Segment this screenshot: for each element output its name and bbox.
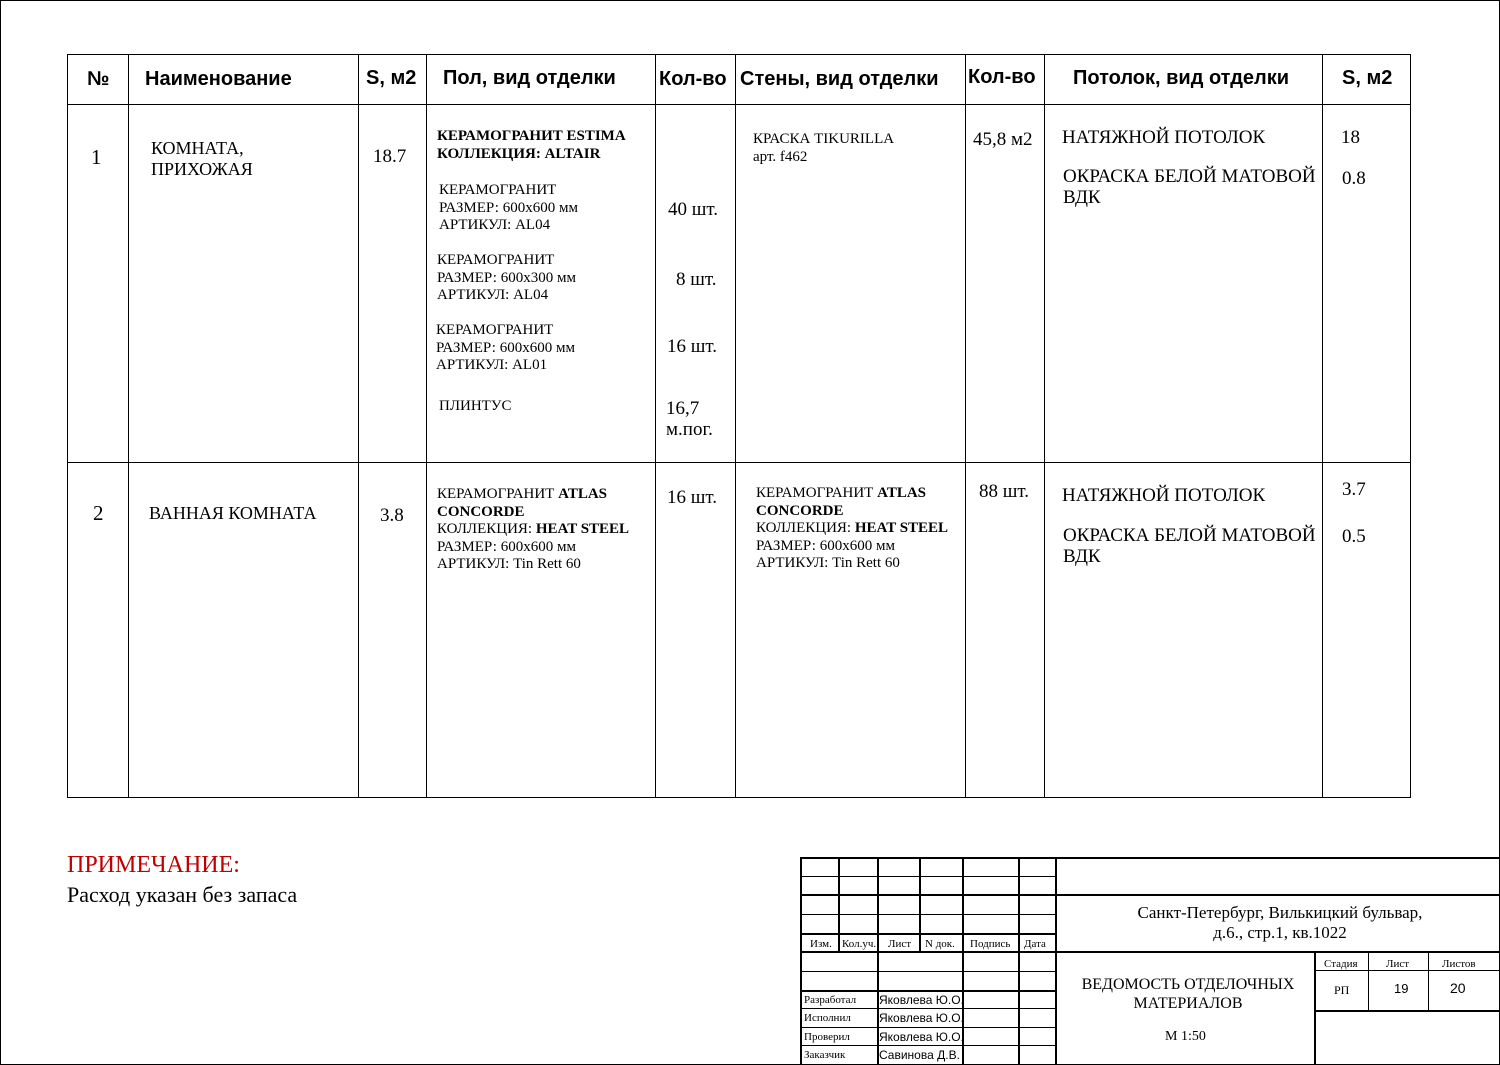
header-floor-qty: Кол-во (659, 68, 727, 90)
floor-qty: 16 шт. (667, 487, 718, 508)
plinth-qty: 16,7 м.пог. (666, 398, 713, 440)
ceiling-area: 0.8 (1342, 168, 1366, 189)
stamp-role: Исполнил (804, 1012, 851, 1024)
plinth-label: ПЛИНТУС (439, 398, 512, 414)
ceiling-finish: ОКРАСКА БЕЛОЙ МАТОВОЙ ВДК (1063, 166, 1316, 208)
ceiling-finish: НАТЯЖНОЙ ПОТОЛОК (1062, 127, 1266, 148)
header-area: S, м2 (366, 67, 417, 89)
stamp-col-label: N док. (925, 938, 955, 950)
floor-qty: 16 шт. (667, 336, 718, 357)
floor-item: КЕРАМОГРАНИТ РАЗМЕР: 600x600 мм АРТИКУЛ: AL01 (436, 322, 575, 373)
header-name: Наименование (145, 68, 292, 90)
stamp-col-label: Подпись (970, 938, 1011, 950)
walls-qty: 88 шт. (979, 481, 1030, 502)
stamp-col-label: Лист (888, 938, 912, 950)
stamp-role: Разработал (804, 994, 857, 1006)
ceiling-finish: НАТЯЖНОЙ ПОТОЛОК (1062, 485, 1266, 506)
row-number: 1 (91, 145, 102, 169)
ceiling-finish: ОКРАСКА БЕЛОЙ МАТОВОЙ ВДК (1063, 525, 1316, 567)
note-title: ПРИМЕЧАНИЕ: (67, 852, 240, 878)
walls-finish: КЕРАМОГРАНИТ ATLAS CONCORDE КОЛЛЕКЦИЯ: HEAT STEEL РАЗМЕР: 600x600 мм АРТИКУЛ: Tin Rett 60 (756, 485, 949, 571)
walls-qty: 45,8 м2 (973, 129, 1033, 150)
note-text: Расход указан без запаса (67, 882, 298, 907)
floor-item: КЕРАМОГРАНИТ РАЗМЕР: 600x600 мм АРТИКУЛ: AL04 (439, 182, 578, 233)
row-number: 2 (93, 501, 104, 525)
drawing-scale: М 1:50 (1165, 1029, 1206, 1044)
header-ceiling: Потолок, вид отделки (1073, 67, 1290, 89)
header-num: № (87, 68, 110, 90)
ceiling-area: 18 (1341, 127, 1360, 148)
document-title: ВЕДОМОСТЬ ОТДЕЛОЧНЫХ МАТЕРИАЛОВ (1081, 976, 1295, 1012)
stage-label: Стадия (1324, 958, 1358, 970)
stamp-col-label: Кол.уч. (842, 938, 877, 950)
stamp-person: Яковлева Ю.О. (879, 1011, 964, 1025)
header-walls-qty: Кол-во (968, 66, 1036, 88)
sheet-label: Лист (1386, 958, 1410, 970)
stage-value: РП (1334, 983, 1350, 997)
room-area: 18.7 (373, 146, 407, 167)
stamp-person: Яковлева Ю.О. (879, 993, 964, 1007)
walls-finish: КРАСКА TIKURILLA арт. f462 (753, 131, 895, 165)
floor-qty: 40 шт. (668, 199, 719, 220)
stamp-col-label: Дата (1024, 938, 1046, 950)
room-area: 3.8 (380, 505, 404, 526)
stamp-person: Савинова Д.В. (879, 1048, 960, 1062)
room-name: ВАННАЯ КОМНАТА (149, 503, 317, 523)
sheet-number: 19 (1394, 981, 1409, 996)
stamp-col-label: Изм. (810, 938, 832, 950)
ceiling-area: 0.5 (1342, 526, 1366, 547)
room-name: КОМНАТА, ПРИХОЖАЯ (151, 138, 253, 179)
floor-item: КЕРАМОГРАНИТ РАЗМЕР: 600x300 мм АРТИКУЛ: AL04 (437, 252, 576, 303)
stamp-person: Яковлева Ю.О. (879, 1030, 964, 1044)
floor-qty: 8 шт. (676, 269, 717, 290)
project-address: Санкт-Петербург, Вилькицкий бульвар, д.6., стр.1, кв.1022 (1137, 903, 1423, 942)
floor-finish: КЕРАМОГРАНИТ ATLAS CONCORDE КОЛЛЕКЦИЯ: HEAT STEEL РАЗМЕР: 600x600 мм АРТИКУЛ: Tin Rett 60 (437, 486, 630, 572)
header-floor: Пол, вид отделки (443, 67, 616, 89)
sheets-label: Листов (1442, 958, 1476, 970)
ceiling-area: 3.7 (1342, 479, 1366, 500)
stamp-role: Заказчик (804, 1049, 846, 1061)
stamp-role: Проверил (804, 1031, 850, 1043)
header-ceiling-area: S, м2 (1342, 67, 1393, 89)
floor-collection: КЕРАМОГРАНИТ ESTIMA КОЛЛЕКЦИЯ: ALTAIR (437, 128, 626, 162)
header-walls: Стены, вид отделки (740, 68, 939, 90)
sheets-total: 20 (1450, 980, 1466, 996)
